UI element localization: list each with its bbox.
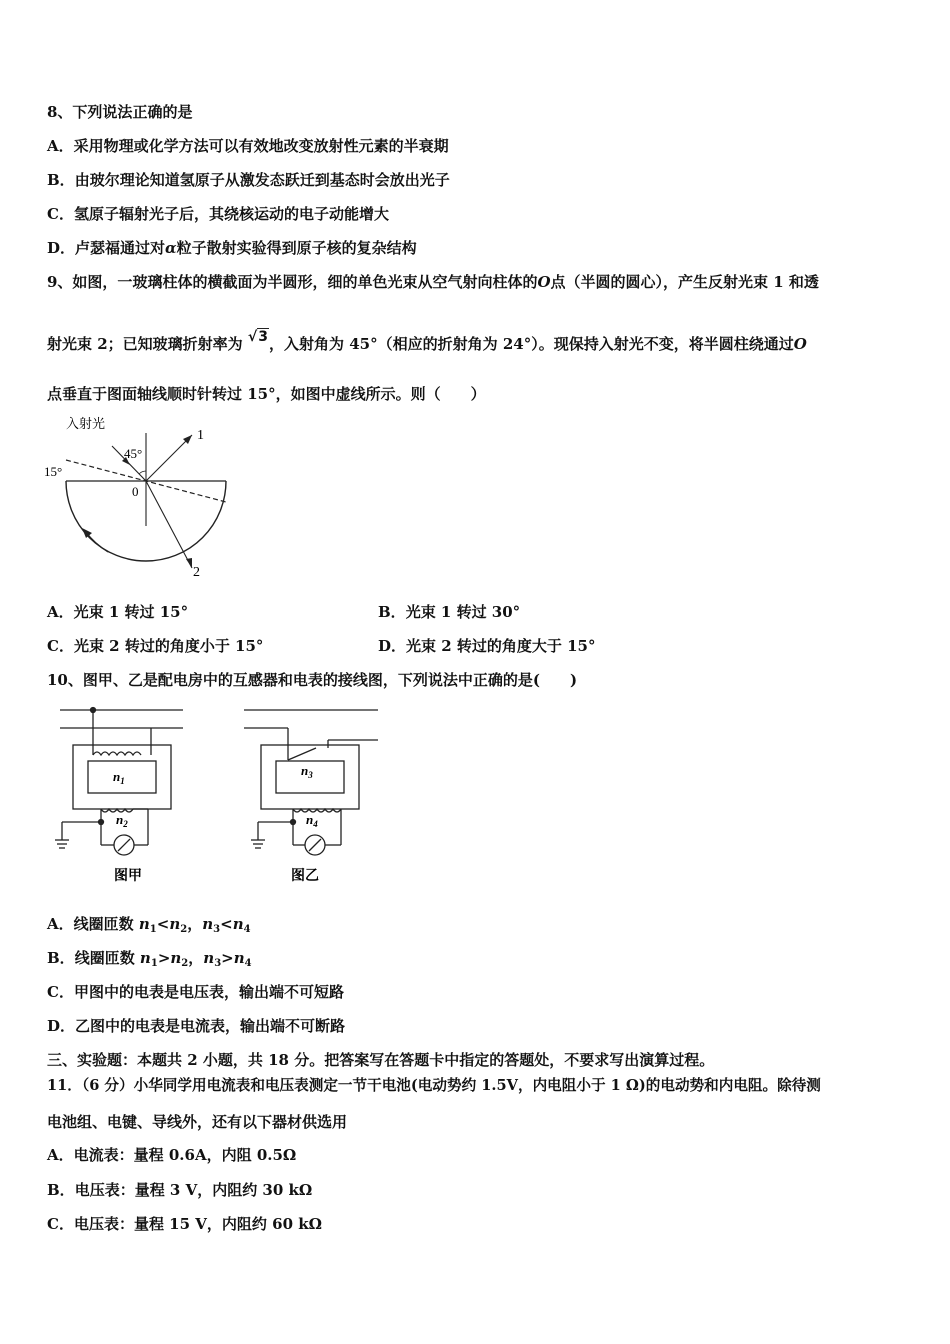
q11-option-b: B．电压表：量程 3 V，内阻约 30 kΩ (47, 1181, 313, 1199)
q10-figure (48, 700, 388, 890)
caption-jia: 图甲 (114, 869, 142, 884)
reflected-ray-1 (146, 435, 192, 481)
label-1: 1 (197, 428, 204, 443)
q9-option-b: B．光束 1 转过 30° (378, 603, 521, 621)
q8-stem: 8、下列说法正确的是 (47, 103, 193, 121)
q10-option-a: A．线圈匝数 $n_1<n_2$，$n_3<n_4$ (47, 915, 251, 935)
option-text: 卢瑟福通过对 (75, 239, 166, 257)
q8-option-a (47, 136, 449, 156)
q9-option-d: D．光束 2 转过的角度大于 15° (378, 637, 596, 655)
q10-option-d: D．乙图中的电表是电流表，输出端不可断路 (47, 1017, 346, 1035)
rotation-arrowhead (82, 528, 92, 538)
q8-option-b (47, 170, 450, 190)
q9-option-c: C．光束 2 转过的角度小于 15° (47, 637, 264, 655)
label-15: 15° (44, 464, 63, 479)
option-text: 由玻尔理论知道氢原子从激发态跃迁到基态时会放出光子 (74, 171, 450, 189)
option-text: 氢原子辐射光子后，其绕核运动的电子动能增大 (73, 205, 389, 223)
q9-stem-line2: 射光束 2；已知玻璃折射率为 √3，入射角为 45°（相应的折射角为 24°）。现保持入射光不变，将半圆柱绕通过O (47, 329, 807, 353)
q9-option-a: A．光束 1 转过 15° (47, 603, 189, 621)
q9-figure (40, 408, 240, 580)
label-n2: $n_2$ (116, 812, 128, 829)
label-incident: 入射光 (66, 416, 106, 431)
option-text: 采用物理或化学方法可以有效地改变放射性元素的半衰期 (73, 137, 449, 155)
option-text: 粒子散射实验得到原子核的复杂结构 (176, 239, 417, 257)
section-3-heading: 三、实验题：本题共 2 小题，共 18 分。把答案写在答题卡中指定的答题处，不要求写出演算过程。 (47, 1051, 715, 1069)
q11-stem-line1: 11．（6 分）小华同学用电流表和电压表测定一节干电池(电动势约 1.5V，内电阻小于 1 Ω)的电动势和内电阻。除待测 (47, 1077, 821, 1094)
q9-stem-line3: 点垂直于图面轴线顺时针转过 15°，如图中虚线所示。则（ ） (47, 385, 486, 403)
sqrt-3: √3 (247, 329, 268, 345)
option-letter: D． (47, 239, 76, 257)
option-letter: C． (47, 205, 74, 223)
alpha-symbol: α (165, 239, 177, 257)
label-n3: $n_3$ (301, 763, 313, 780)
label-2: 2 (193, 565, 200, 580)
label-45: 45° (124, 446, 143, 461)
q10-stem: 10、图甲、乙是配电房中的互感器和电表的接线图，下列说法中正确的是( ) (47, 671, 578, 689)
q10-option-b: B．线圈匝数 $n_1>n_2$，$n_3>n_4$ (47, 949, 252, 969)
angle-arc (139, 471, 146, 474)
q11-option-c: C．电压表：量程 15 V，内阻约 60 kΩ (47, 1215, 322, 1233)
label-n4: $n_4$ (306, 812, 318, 829)
q8-option-c (47, 204, 389, 224)
label-n1: $n_1$ (113, 769, 125, 786)
refracted-ray-2 (146, 481, 192, 568)
option-letter: A． (47, 137, 74, 155)
label-O: 0 (132, 484, 139, 499)
option-letter: B． (47, 171, 75, 189)
caption-yi: 图乙 (291, 869, 319, 884)
q9-stem-line1: 9、如图，一玻璃柱体的横截面为半圆形，细的单色光束从空气射向柱体的O点（半圆的圆心），产生反射光束 1 和透 (47, 273, 819, 291)
q11-stem-line2: 电池组、电键、导线外，还有以下器材供选用 (47, 1113, 348, 1131)
q10-option-c: C．甲图中的电表是电压表，输出端不可短路 (47, 983, 344, 1001)
q8-option-d (47, 238, 417, 258)
refracted-arrow (186, 558, 192, 568)
q11-option-a: A．电流表：量程 0.6A，内阻 0.5Ω (47, 1146, 297, 1164)
